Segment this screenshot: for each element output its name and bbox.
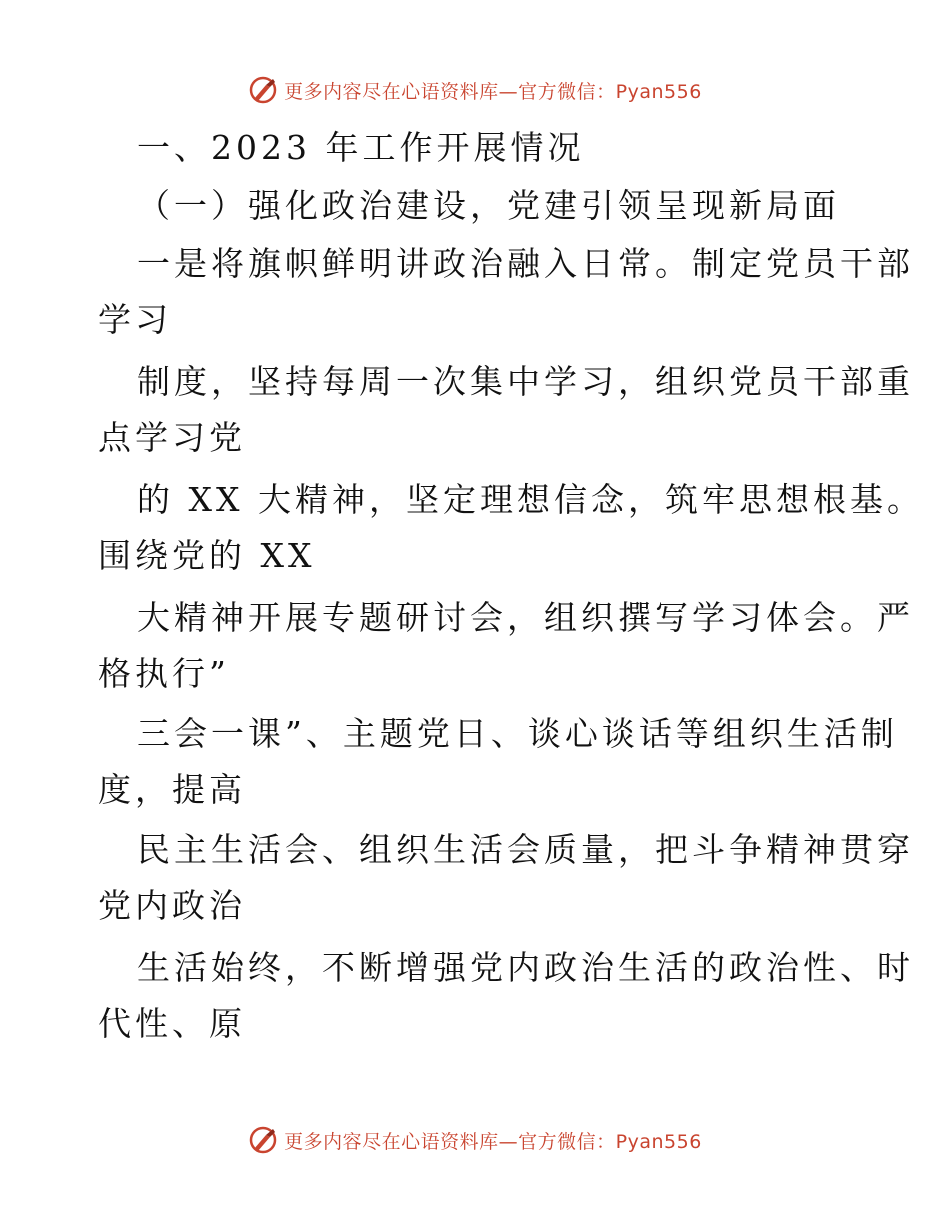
body-line: 党内政治 xyxy=(98,886,246,925)
body-line: 度，提高 xyxy=(98,770,246,809)
fountain-pen-logo-icon xyxy=(248,75,278,105)
body-line: 大精神开展专题研讨会，组织撰写学习体会。严 xyxy=(137,598,914,637)
watermark-text: 更多内容尽在心语资料库—官方微信：Pyan556 xyxy=(284,80,702,103)
header-watermark xyxy=(0,70,950,110)
body-line: 学习 xyxy=(98,300,172,339)
body-line: 制度，坚持每周一次集中学习，组织党员干部重 xyxy=(137,362,914,401)
body-line: 生活始终，不断增强党内政治生活的政治性、时 xyxy=(137,948,914,987)
fountain-pen-logo-icon xyxy=(248,1125,278,1155)
body-line: 点学习党 xyxy=(98,418,246,457)
body-line: 三会一课”、主题党日、谈心谈话等组织生活制 xyxy=(137,714,898,753)
body-line: 民主生活会、组织生活会质量，把斗争精神贯穿 xyxy=(137,830,914,869)
section-heading: 一、2023 年工作开展情况 xyxy=(137,128,585,167)
watermark-text: 更多内容尽在心语资料库—官方微信：Pyan556 xyxy=(284,1130,702,1153)
subsection-heading: （一）强化政治建设，党建引领呈现新局面 xyxy=(137,186,840,225)
body-line: 一是将旗帜鲜明讲政治融入日常。制定党员干部 xyxy=(137,244,914,283)
footer-watermark xyxy=(0,1120,950,1160)
body-line: 的 XX 大精神，坚定理想信念，筑牢思想根基。 xyxy=(137,480,924,519)
body-line: 代性、原 xyxy=(98,1004,246,1043)
body-line: 围绕党的 XX xyxy=(98,536,316,575)
body-line: 格执行” xyxy=(98,654,230,693)
